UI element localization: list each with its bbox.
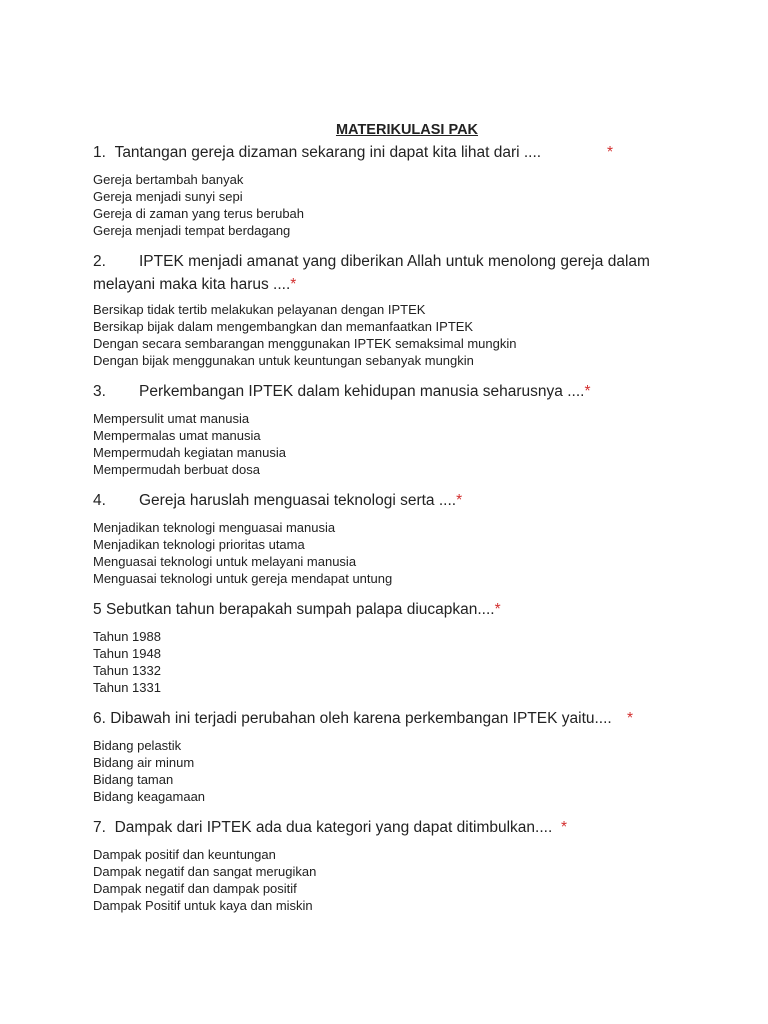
option: Menjadikan teknologi prioritas utama xyxy=(93,536,305,552)
options-list-7 xyxy=(93,847,316,915)
question-5 xyxy=(93,599,501,622)
option: Tahun 1332 xyxy=(93,662,161,678)
options-list-3 xyxy=(93,411,286,479)
question-text: Dampak dari IPTEK ada dua kategori yang dapat ditimbulkan.... xyxy=(114,819,553,836)
required-asterisk: * xyxy=(494,601,501,618)
question-4 xyxy=(93,490,462,513)
question-text: Gereja haruslah menguasai teknologi serta .... xyxy=(139,492,457,509)
option: Menjadikan teknologi menguasai manusia xyxy=(93,520,336,535)
question-number: 5 xyxy=(93,601,102,618)
question-6 xyxy=(93,708,612,731)
option: Bidang taman xyxy=(93,771,174,787)
question-number: 4. xyxy=(93,492,106,509)
required-asterisk: * xyxy=(627,710,634,727)
options-list-2 xyxy=(93,302,516,370)
question-7 xyxy=(93,817,552,840)
option: Menguasai teknologi untuk melayani manusia xyxy=(93,553,357,569)
option: Dampak negatif dan dampak positif xyxy=(93,880,297,896)
option: Tahun 1331 xyxy=(93,679,161,695)
option: Gereja bertambah banyak xyxy=(93,172,244,187)
option: Gereja di zaman yang terus berubah xyxy=(93,205,305,221)
option: Mempermalas umat manusia xyxy=(93,427,261,443)
question-number: 1. xyxy=(93,144,106,161)
required-asterisk: * xyxy=(290,275,297,293)
option: Tahun 1948 xyxy=(93,645,161,661)
option: Tahun 1988 xyxy=(93,629,161,644)
option: Bidang keagamaan xyxy=(93,788,206,804)
option: Bidang air minum xyxy=(93,754,195,770)
option: Bersikap tidak tertib melakukan pelayanan dengan IPTEK xyxy=(93,302,426,317)
option: Dampak Positif untuk kaya dan miskin xyxy=(93,897,313,913)
option: Dengan secara sembarangan menggunakan IPTEK semaksimal mungkin xyxy=(93,335,517,351)
options-list-5 xyxy=(93,629,161,697)
option: Menguasai teknologi untuk gereja mendapat untung xyxy=(93,570,393,586)
options-list-6 xyxy=(93,738,205,806)
question-text: Dibawah ini terjadi perubahan oleh karena perkembangan IPTEK yaitu.... xyxy=(110,710,612,727)
option: Gereja menjadi tempat berdagang xyxy=(93,222,291,238)
option: Bidang pelastik xyxy=(93,738,182,753)
question-text: Tantangan gereja dizaman sekarang ini dapat kita lihat dari .... xyxy=(114,144,542,161)
question-number: 3. xyxy=(93,383,106,400)
question-number: 6. xyxy=(93,710,106,727)
option: Dengan bijak menggunakan untuk keuntungan sebanyak mungkin xyxy=(93,352,474,368)
option: Bersikap bijak dalam mengembangkan dan memanfaatkan IPTEK xyxy=(93,318,474,334)
question-2 xyxy=(93,251,650,296)
options-list-4 xyxy=(93,520,392,588)
question-text: IPTEK menjadi amanat yang diberikan Allah untuk menolong gereja dalam xyxy=(139,253,650,270)
options-list-1 xyxy=(93,172,304,240)
question-number: 2. xyxy=(93,253,106,270)
option: Mempermudah kegiatan manusia xyxy=(93,444,286,460)
option: Gereja menjadi sunyi sepi xyxy=(93,188,243,204)
required-asterisk: * xyxy=(584,383,591,400)
option: Mempersulit umat manusia xyxy=(93,411,250,426)
option: Dampak negatif dan sangat merugikan xyxy=(93,863,317,879)
required-asterisk: * xyxy=(607,144,614,161)
document-title: MATERIKULASI PAK xyxy=(335,122,479,138)
question-1 xyxy=(93,142,541,165)
question-number: 7. xyxy=(93,819,106,836)
option: Dampak positif dan keuntungan xyxy=(93,847,276,862)
question-text: Sebutkan tahun berapakah sumpah palapa diucapkan.... xyxy=(105,601,495,618)
option: Mempermudah berbuat dosa xyxy=(93,461,260,477)
question-text: Perkembangan IPTEK dalam kehidupan manusia seharusnya .... xyxy=(139,383,585,400)
question-3 xyxy=(93,381,591,404)
question-text-continued: melayani maka kita harus .... xyxy=(93,275,291,293)
required-asterisk: * xyxy=(561,819,568,836)
required-asterisk: * xyxy=(456,492,463,509)
